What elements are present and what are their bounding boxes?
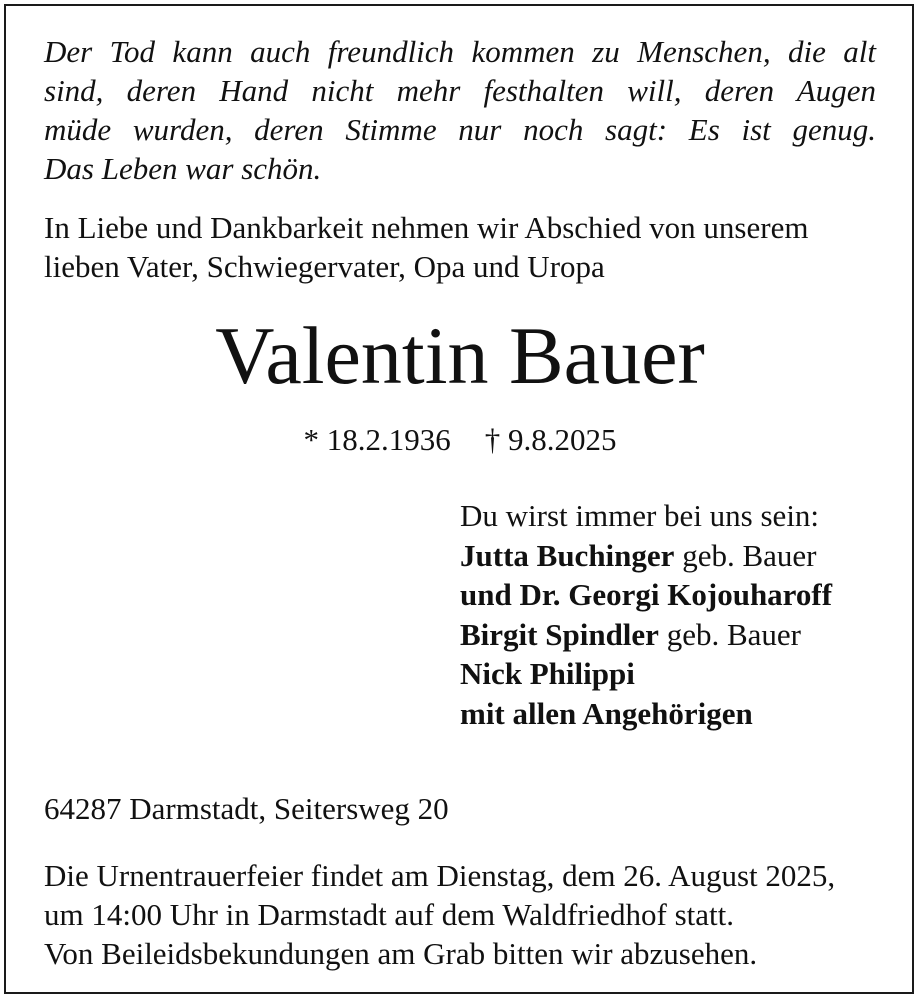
mourner-entry [460,694,900,734]
funeral-service-info [44,856,894,973]
service-line: Von Beileidsbekundungen am Grab bitten wir abzusehen. [44,936,758,971]
memorial-poem [44,32,876,188]
poem-line: müde wurden, deren Stimme nur noch sagt: Es ist genug. [44,112,876,147]
mourner-suffix: geb. Bauer [658,616,801,652]
mourner-entry [460,536,900,576]
farewell-intro [44,208,884,286]
poem-line: Das Leben war schön. [44,151,322,186]
mourners-list [460,496,900,733]
mourner-name: Nick Philippi [460,656,635,691]
poem-line: sind, deren Hand nicht mehr festhalten will, deren Augen [44,73,876,108]
deceased-name: Valentin Bauer [215,310,705,401]
death-date: † 9.8.2025 [484,422,617,457]
mourner-name: und Dr. Georgi Kojouharoff [460,577,833,612]
service-line: Die Urnentrauerfeier findet am Dienstag, dem 26. August 2025, [44,858,836,893]
mourner-entry [460,654,900,694]
mourner-suffix: geb. Bauer [674,537,817,573]
intro-line: lieben Vater, Schwiegervater, Opa und Uropa [44,249,605,284]
mourner-entry [460,575,900,615]
mourner-name: Birgit Spindler [460,616,659,652]
intro-line: In Liebe und Dankbarkeit nehmen wir Abschied von unserem [44,210,809,245]
birth-date: * 18.2.1936 [303,422,451,457]
family-address: 64287 Darmstadt, Seitersweg 20 [44,791,449,826]
life-dates [0,420,920,460]
mourner-name: Jutta Buchinger [460,537,675,573]
mourner-name: mit allen Angehörigen [460,695,753,731]
service-line: um 14:00 Uhr in Darmstadt auf dem Waldfriedhof statt. [44,897,734,932]
mourner-entry [460,615,900,655]
poem-line: Der Tod kann auch freundlich kommen zu Menschen, die alt [44,34,876,69]
mourners-heading: Du wirst immer bei uns sein: [460,498,820,533]
